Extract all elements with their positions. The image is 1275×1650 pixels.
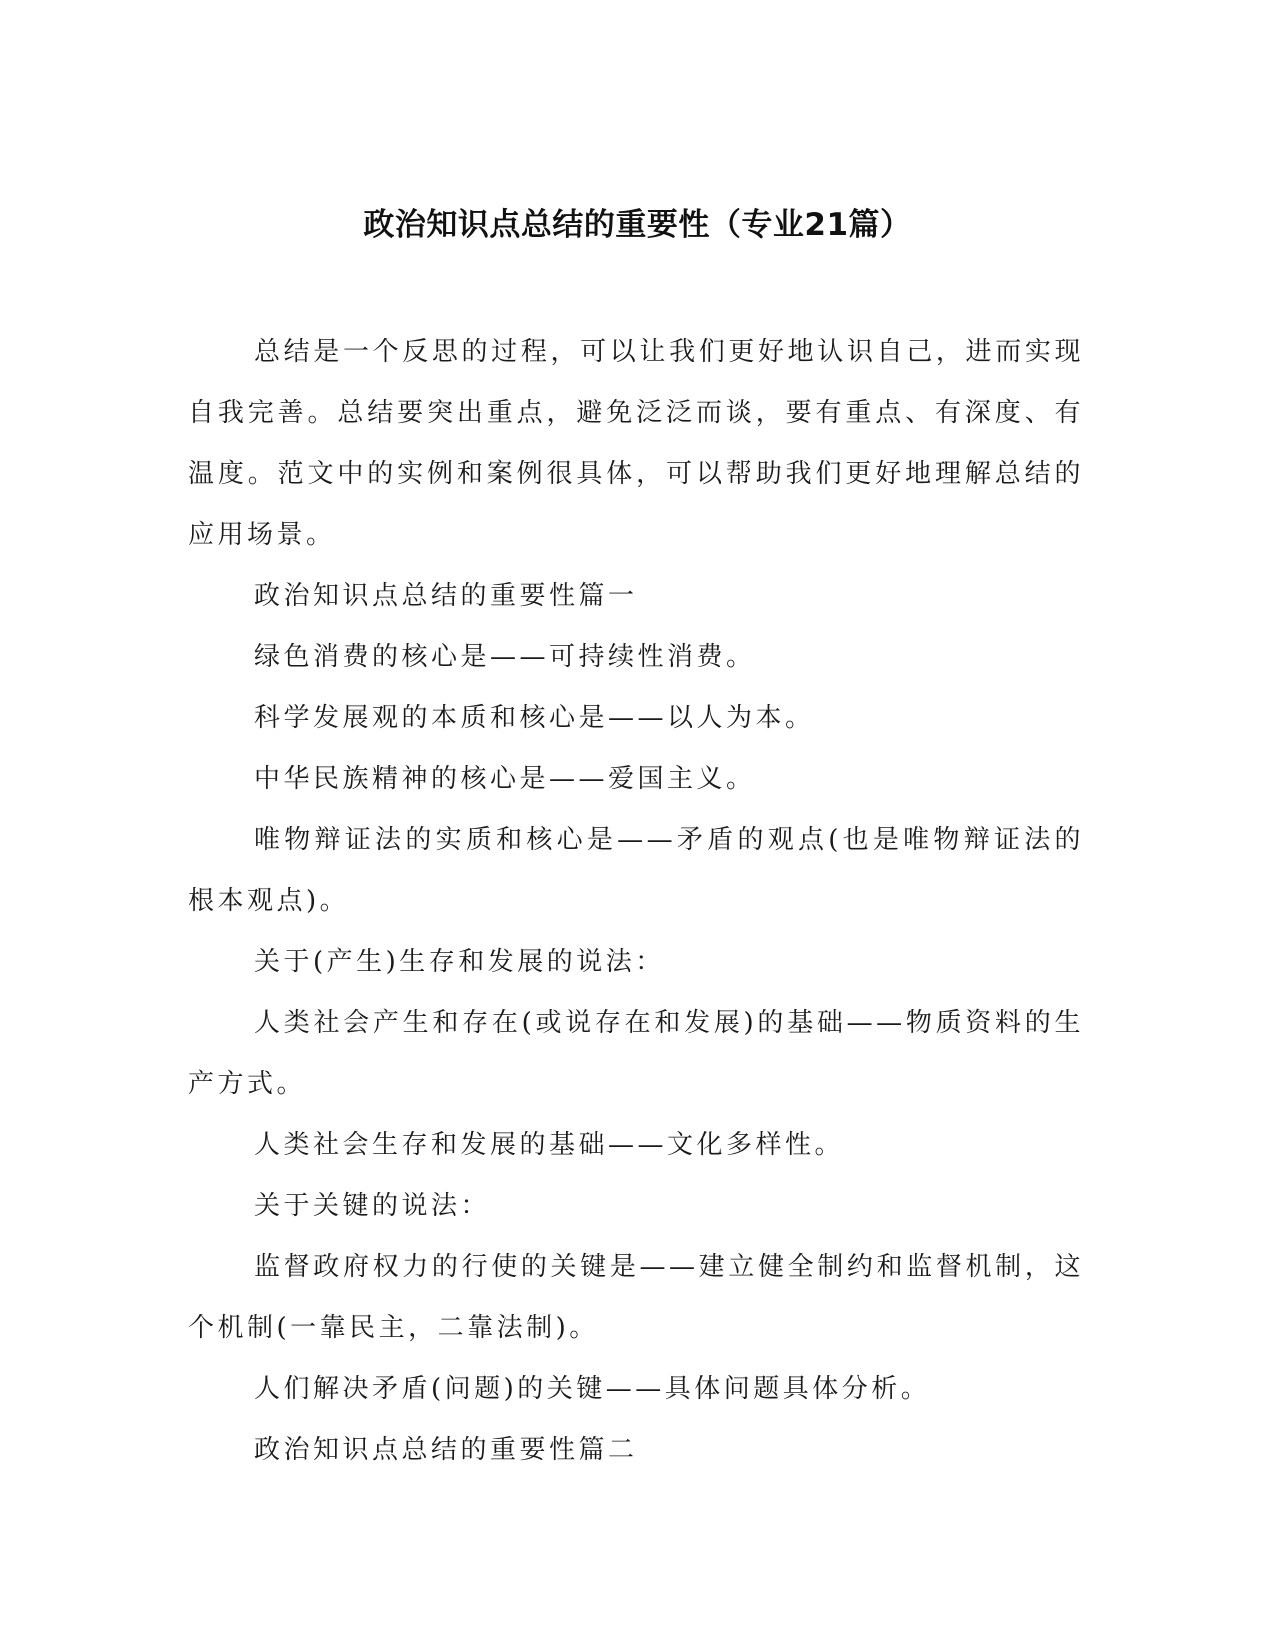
document-body [188,322,1084,1481]
paragraph: 人类社会生存和发展的基础——文化多样性。 [254,1130,845,1160]
paragraph: 中华民族精神的核心是——爱国主义。 [254,764,756,794]
paragraph: 关于(产生)生存和发展的说法： [254,947,665,977]
paragraph: 科学发展观的本质和核心是——以人为本。 [254,703,815,733]
document-title: 政治知识点总结的重要性（专业21篇） [363,207,912,243]
paragraph: 关于关键的说法： [254,1191,491,1221]
paragraph: 监督政府权力的行使的关键是——建立健全制约和监督机制，这个机制(一靠民主，二靠法制)。 [188,1252,1084,1343]
paragraph: 人们解决矛盾(问题)的关键——具体问题具体分析。 [254,1374,931,1404]
intro-paragraph: 总结是一个反思的过程，可以让我们更好地认识自己，进而实现自我完善。总结要突出重点，避免泛泛而谈，要有重点、有深度、有温度。范文中的实例和案例很具体，可以帮助我们更好地理解总结的应用场景。 [188,337,1084,550]
section-heading-1: 政治知识点总结的重要性篇一 [254,581,638,611]
paragraph: 绿色消费的核心是——可持续性消费。 [254,642,756,672]
paragraph: 人类社会产生和存在(或说存在和发展)的基础——物质资料的生产方式。 [188,1008,1084,1099]
paragraph: 唯物辩证法的实质和核心是——矛盾的观点(也是唯物辩证法的根本观点)。 [188,825,1084,916]
section-heading-2: 政治知识点总结的重要性篇二 [254,1435,638,1465]
